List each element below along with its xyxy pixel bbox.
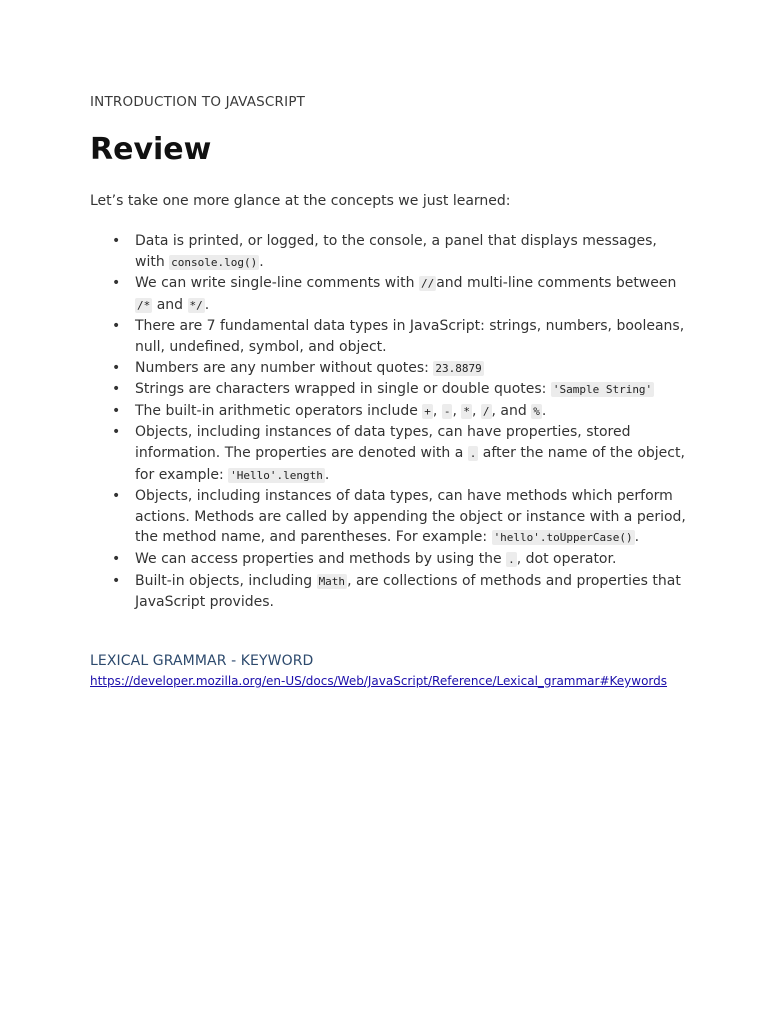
mdn-keywords-link[interactable]: https://developer.mozilla.org/en-US/docs/Web/JavaScript/Reference/Lexical_grammar#Keywords <box>90 674 668 688</box>
list-item-text: The built-in arithmetic operators include <box>135 402 423 419</box>
course-kicker: INTRODUCTION TO JAVASCRIPT <box>90 94 306 110</box>
inline-code: 'Hello'.length <box>230 468 323 482</box>
list-item <box>90 571 690 613</box>
list-item <box>90 231 690 273</box>
list-item-text: after the name of the object, for example: <box>135 444 685 483</box>
list-item <box>90 401 690 423</box>
inline-code: * <box>463 404 470 418</box>
review-list <box>90 231 690 613</box>
list-item-text: and multi-line comments between <box>436 275 677 292</box>
list-item-text: , and <box>491 402 532 419</box>
list-item-text: Built-in objects, including <box>135 572 317 589</box>
inline-code: % <box>533 404 540 418</box>
list-item <box>90 549 690 571</box>
inline-code: - <box>443 404 451 418</box>
list-item-text: , <box>452 402 462 419</box>
inline-code: 'hello'.toUpperCase() <box>493 531 633 545</box>
list-item-text: , dot operator. <box>516 550 617 567</box>
list-item-text: We can write single-line comments with <box>135 275 419 292</box>
inline-code: + <box>424 404 431 418</box>
list-item-text: Numbers are any number without quotes: <box>135 359 434 376</box>
list-item-text: . <box>259 253 264 270</box>
list-item-text: , <box>432 402 442 419</box>
list-item-text: Data is printed, or logged, to the console, a panel that displays messages, with <box>135 233 657 270</box>
list-item <box>90 486 690 549</box>
list-item <box>90 358 690 380</box>
list-item-text: . <box>541 402 547 419</box>
list-item-text: , <box>471 402 481 419</box>
list-item-text: . <box>324 466 330 483</box>
list-item-text: We can access properties and methods by using the <box>135 550 507 567</box>
list-item-text: , are collections of methods and properties that JavaScript provides. <box>135 572 681 611</box>
list-item-text: Objects, including instances of data types, can have methods which perform actions. Methods are called by appending the object or instance with a period, the method name, and parentheses. For example: <box>135 488 686 546</box>
inline-code: */ <box>189 298 203 312</box>
list-item-text: and <box>152 296 188 313</box>
inline-code: . <box>508 552 515 566</box>
list-item-text: . <box>634 529 640 546</box>
list-item <box>90 273 690 316</box>
section-heading-lexical-grammar: LEXICAL GRAMMAR - KEYWORD <box>90 653 314 669</box>
page-title: Review <box>90 132 212 167</box>
inline-code: 23.8879 <box>435 361 482 375</box>
list-item-text: . <box>204 296 210 313</box>
inline-code: // <box>420 277 435 291</box>
list-item-text: There are 7 fundamental data types in JavaScript: strings, numbers, booleans, null, undefined, symbol, and object. <box>135 318 685 355</box>
inline-code: / <box>482 404 490 418</box>
inline-code: 'Sample String' <box>552 383 653 397</box>
list-item <box>90 316 690 357</box>
list-item-text: Objects, including instances of data types, can have properties, stored information. The properties are denoted with a <box>135 424 631 461</box>
inline-code: /* <box>137 298 151 312</box>
inline-code: console.log() <box>171 255 258 269</box>
inline-code: . <box>469 446 477 460</box>
inline-code: Math <box>318 574 346 588</box>
intro-paragraph: Let’s take one more glance at the concepts we just learned: <box>90 193 511 209</box>
list-item <box>90 379 690 401</box>
list-item-text: Strings are characters wrapped in single or double quotes: <box>135 381 551 398</box>
list-item <box>90 422 690 486</box>
